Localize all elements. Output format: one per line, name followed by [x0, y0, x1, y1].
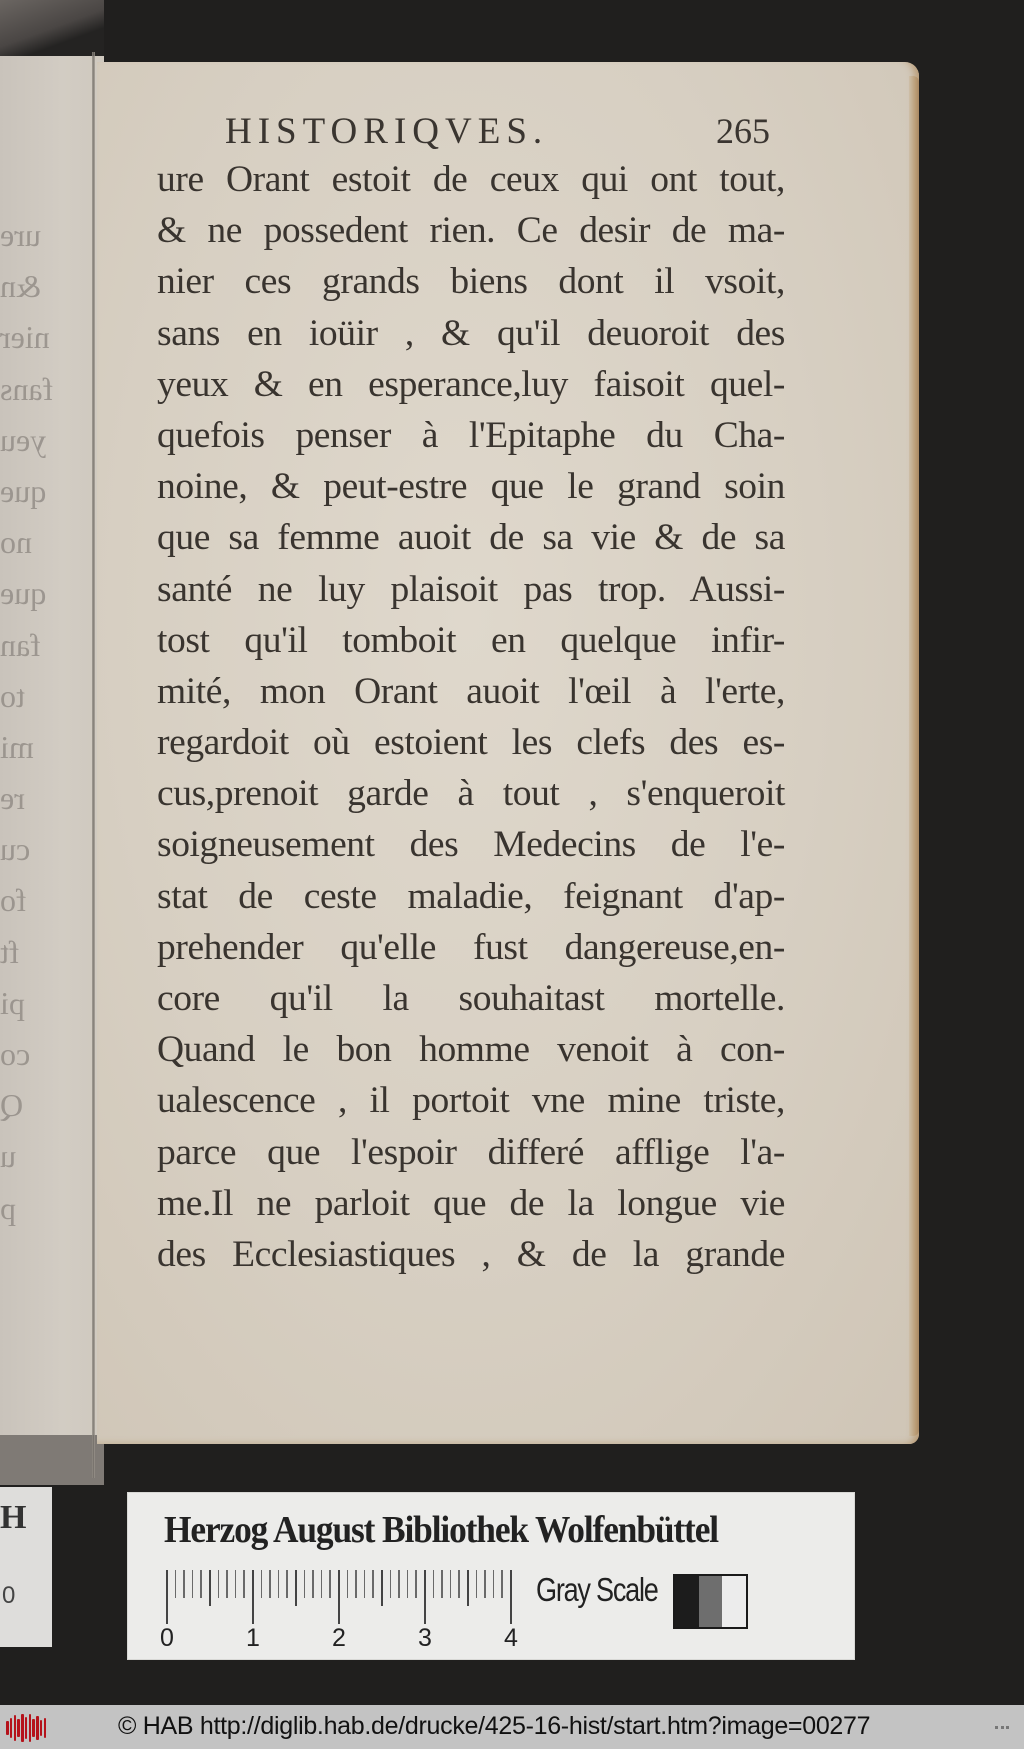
text-line: mité, mon Orant auoit l'œil à l'erte, — [157, 670, 785, 712]
facing-line: fo — [0, 882, 27, 919]
logo-bar — [32, 1719, 35, 1737]
ruler-tick — [458, 1570, 460, 1598]
gray-scale-label: Gray Scale — [536, 1571, 658, 1608]
text-line: yeux & en esperance,luy faisoit quel- — [157, 363, 785, 405]
text-line: cus,prenoit garde à tout , s'enqueroit — [157, 773, 785, 815]
ruler-tick — [312, 1570, 314, 1598]
text-line: que sa femme auoit de sa vie & de sa — [157, 517, 785, 559]
facing-page-bottom-edge — [0, 1435, 104, 1485]
ruler-tick — [269, 1570, 271, 1598]
facing-line: p — [0, 1189, 16, 1226]
facing-line: yeu — [0, 421, 47, 458]
text-line: core qu'il la souhaitast mortelle. — [157, 978, 785, 1019]
facing-line: no — [0, 524, 32, 561]
copyright-link[interactable]: © HAB http://diglib.hab.de/drucke/425-16-hist/start.htm?image=00277 — [118, 1712, 871, 1740]
logo-bar — [21, 1714, 24, 1742]
text-line: sans en ioüir , & qu'il deuoroit des — [157, 312, 785, 354]
ruler-tick — [226, 1570, 228, 1598]
facing-line: fan — [0, 626, 41, 663]
ruler-tick — [338, 1570, 340, 1624]
logo-bar — [36, 1716, 39, 1740]
text-line: des Ecclesiastiques , & de la grande — [157, 1233, 785, 1275]
gray-swatch-black — [675, 1576, 699, 1627]
text-line: nier ces grands biens dont il vsoit, — [157, 261, 785, 303]
text-line: regardoit où estoient les clefs des es- — [157, 722, 785, 764]
facing-line: nier — [0, 319, 50, 356]
logo-bar — [40, 1720, 43, 1736]
ruler-tick — [372, 1570, 374, 1598]
gray-swatch-mid — [699, 1576, 723, 1627]
logo-bar — [29, 1714, 32, 1742]
text-line: ure Orant estoit de ceux qui ont tout, — [157, 159, 785, 200]
text-line: quefois penser à l'Epitaphe du Cha- — [157, 414, 785, 456]
book-gutter — [92, 52, 95, 1478]
logo-bar — [17, 1719, 20, 1737]
facing-line: pi — [0, 984, 25, 1021]
facing-line: cu — [0, 831, 31, 868]
text-line: noine, & peut-estre que le grand soin — [157, 466, 785, 508]
text-line: stat de ceste maladie, feignant d'ap- — [157, 875, 785, 917]
ruler-tick — [510, 1570, 512, 1624]
facing-line: co — [0, 1036, 31, 1072]
running-title: HISTORIQVES. — [225, 111, 549, 152]
text-line: prehender qu'elle fust dangereuse,en- — [157, 926, 785, 968]
footer-bar — [0, 1705, 1024, 1749]
ruler-tick — [192, 1570, 194, 1598]
fragment-zero: 0 — [2, 1582, 16, 1609]
ruler-label: 4 — [504, 1624, 518, 1652]
text-line: santé ne luy plaisoit pas trop. Aussi- — [157, 568, 785, 610]
scale-ruler — [160, 1570, 518, 1652]
ruler-tick — [175, 1570, 177, 1598]
ruler-label: 1 — [246, 1624, 260, 1652]
ruler-tick — [347, 1570, 349, 1598]
ruler-label: 0 — [160, 1624, 174, 1652]
ruler-tick — [501, 1570, 503, 1598]
ruler-tick — [295, 1570, 297, 1606]
facing-line: Q — [0, 1087, 24, 1124]
ruler-tick — [441, 1570, 443, 1598]
logo-bar — [44, 1718, 47, 1738]
facing-line: mi — [0, 728, 34, 765]
ruler-tick — [364, 1570, 366, 1598]
facing-page-bleedthrough — [0, 210, 60, 1234]
fragment-letter: H — [0, 1499, 27, 1536]
facing-line: ft — [0, 933, 20, 970]
ruler-label: 3 — [418, 1624, 432, 1652]
logo-bar — [14, 1715, 17, 1741]
previous-color-chart-fragment — [0, 1487, 52, 1647]
ruler-label: 2 — [332, 1624, 346, 1652]
page-number: 265 — [716, 111, 770, 151]
ruler-tick — [183, 1570, 185, 1598]
ruler-tick — [484, 1570, 486, 1598]
ruler-tick — [355, 1570, 357, 1598]
ruler-tick — [433, 1570, 435, 1598]
ruler-tick — [398, 1570, 400, 1598]
ruler-tick — [218, 1570, 220, 1598]
ruler-tick — [286, 1570, 288, 1598]
logo-bar — [25, 1717, 28, 1739]
ruler-tick — [209, 1570, 211, 1606]
facing-line: ure — [0, 217, 41, 253]
text-line: me.Il ne parloit que de la longue vie — [157, 1182, 785, 1224]
text-line: & ne possedent rien. Ce desir de ma- — [157, 210, 785, 252]
page-edge — [909, 76, 919, 1436]
ruler-tick — [493, 1570, 495, 1598]
text-line: Quand le bon homme venoit à con- — [157, 1029, 785, 1071]
facing-page-shadow — [0, 0, 104, 56]
logo-bar — [6, 1721, 9, 1735]
ruler-tick — [304, 1570, 306, 1598]
facing-page — [0, 52, 104, 1478]
ruler-tick — [329, 1570, 331, 1598]
ruler-tick — [467, 1570, 469, 1606]
ruler-tick — [407, 1570, 409, 1598]
ruler-tick — [390, 1570, 392, 1598]
hab-logo-icon[interactable] — [6, 1713, 46, 1743]
facing-line: re — [0, 780, 25, 817]
ruler-tick — [321, 1570, 323, 1598]
ruler-tick — [415, 1570, 417, 1598]
institution-name: Herzog August Bibliothek Wolfenbüttel — [164, 1509, 718, 1551]
ruler-tick — [261, 1570, 263, 1598]
text-line: tost qu'il tomboit en quelque infir- — [157, 619, 785, 661]
text-line: soigneusement des Medecins de l'e- — [157, 824, 785, 866]
facing-line: to — [0, 677, 25, 714]
facing-line: fans — [0, 370, 54, 407]
ruler-tick — [252, 1570, 254, 1624]
color-chart-card — [127, 1492, 855, 1660]
text-line: ualescence , il portoit vne mine triste, — [157, 1080, 785, 1122]
ruler-tick — [278, 1570, 280, 1598]
facing-line: que — [0, 472, 47, 509]
running-head — [225, 110, 770, 154]
facing-line: u — [0, 1138, 16, 1175]
more-dots-icon[interactable] — [995, 1724, 1009, 1730]
text-line: parce que l'espoir differé afflige l'a- — [157, 1131, 785, 1173]
facing-line: que — [0, 575, 47, 612]
ruler-tick — [200, 1570, 202, 1598]
ruler-tick — [381, 1570, 383, 1606]
ruler-tick — [166, 1570, 168, 1624]
logo-bar — [10, 1718, 13, 1738]
ruler-tick — [235, 1570, 237, 1598]
ruler-tick — [243, 1570, 245, 1598]
gray-scale-swatches — [673, 1574, 748, 1629]
ruler-tick — [450, 1570, 452, 1598]
gray-swatch-white — [722, 1576, 746, 1627]
ruler-tick — [476, 1570, 478, 1598]
ruler-tick — [424, 1570, 426, 1624]
page-body-text — [157, 154, 785, 1280]
facing-line: &n — [0, 268, 41, 305]
